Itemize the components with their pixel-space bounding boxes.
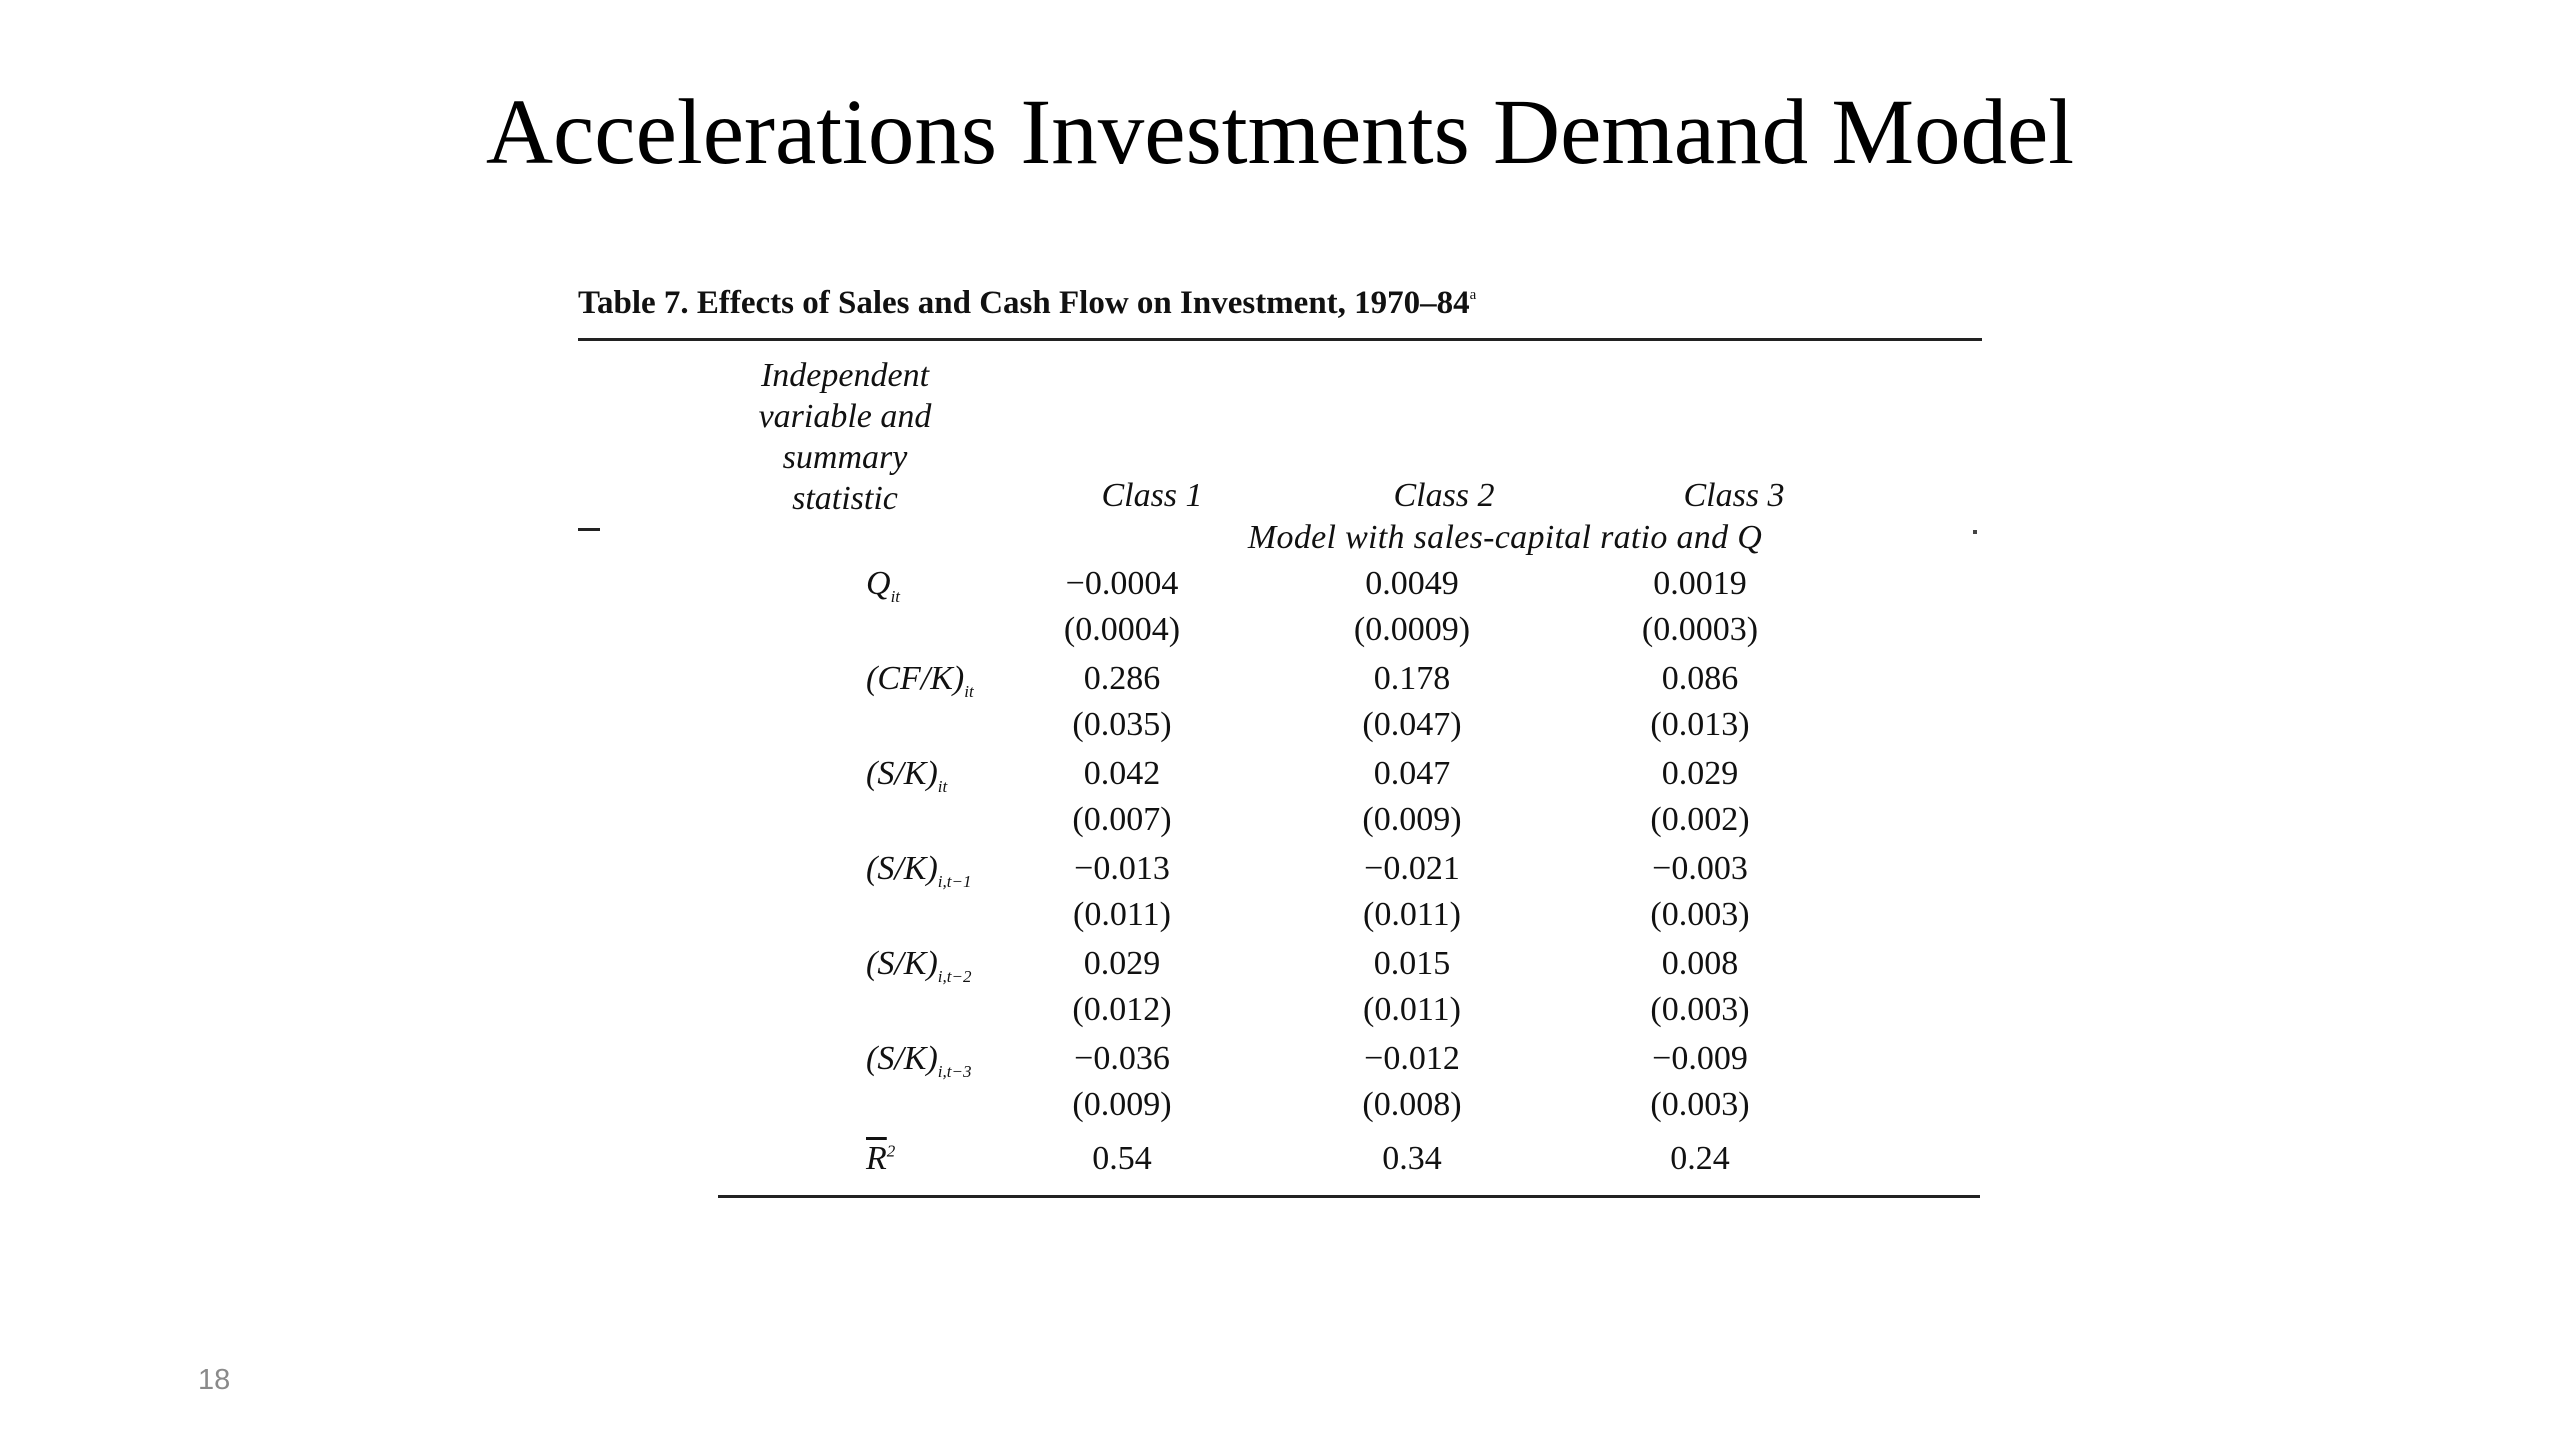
stub-header-line: Independent <box>760 357 930 394</box>
row-label-subscript: i,t−3 <box>937 1061 972 1081</box>
coefficient-cell: −0.021 <box>1364 850 1460 887</box>
std-error-cell: (0.003) <box>1650 991 1750 1028</box>
table-top-rule <box>578 338 1982 341</box>
coefficient-cell: −0.003 <box>1652 850 1748 887</box>
row-label <box>866 945 971 987</box>
row-label-symbol: (CF/K) <box>866 660 965 697</box>
coefficient-cell: 0.0019 <box>1653 565 1747 602</box>
std-error-cell: (0.011) <box>1363 896 1461 933</box>
std-error-cell: (0.011) <box>1073 896 1171 933</box>
summary-value-cell: 0.34 <box>1382 1140 1442 1177</box>
std-error-cell: (0.007) <box>1072 801 1172 838</box>
row-label-symbol: (S/K) <box>866 1040 938 1077</box>
row-label-symbol: Q <box>866 565 891 602</box>
coefficient-cell: 0.015 <box>1373 945 1451 982</box>
table-left-rule-mark <box>578 528 600 531</box>
row-label-symbol: (S/K) <box>866 755 938 792</box>
coefficient-cell: 0.042 <box>1083 755 1161 792</box>
model-subheader: Model with sales-capital ratio and Q <box>1247 519 1763 556</box>
row-label <box>866 1040 971 1082</box>
row-label <box>866 755 947 797</box>
stub-header-line: summary <box>782 439 908 476</box>
std-error-cell: (0.003) <box>1650 1086 1750 1123</box>
slide-title: Accelerations Investments Demand Model <box>485 81 2075 184</box>
std-error-cell: (0.0003) <box>1641 611 1759 648</box>
coefficient-cell: 0.0049 <box>1365 565 1459 602</box>
std-error-cell: (0.002) <box>1650 801 1750 838</box>
summary-value-cell: 0.24 <box>1670 1140 1730 1177</box>
summary-value-cell: 0.54 <box>1092 1140 1152 1177</box>
std-error-cell: (0.035) <box>1072 706 1172 743</box>
row-label <box>866 660 974 702</box>
row-label-symbol: (S/K) <box>866 850 938 887</box>
std-error-cell: (0.009) <box>1362 801 1462 838</box>
row-label-subscript: it <box>937 776 948 796</box>
summary-row-label <box>866 1140 895 1178</box>
row-label-subscript: it <box>890 586 901 606</box>
row-label-symbol: (S/K) <box>866 945 938 982</box>
std-error-cell: (0.013) <box>1650 706 1750 743</box>
coefficient-cell: −0.013 <box>1074 850 1170 887</box>
column-header-class-3: Class 3 <box>1683 477 1785 514</box>
coefficient-cell: −0.009 <box>1652 1040 1748 1077</box>
column-header-class-1: Class 1 <box>1101 477 1203 514</box>
coefficient-cell: 0.029 <box>1661 755 1739 792</box>
stub-header-line: variable and <box>758 398 932 435</box>
r-squared-exponent: 2 <box>886 1141 896 1161</box>
row-label <box>866 850 971 892</box>
table-bottom-rule <box>718 1195 1980 1198</box>
coefficient-cell: 0.029 <box>1083 945 1161 982</box>
row-label-subscript: i,t−2 <box>937 966 972 986</box>
std-error-cell: (0.047) <box>1362 706 1462 743</box>
table-caption <box>578 285 1476 322</box>
coefficient-cell: 0.178 <box>1373 660 1451 697</box>
column-header-class-2: Class 2 <box>1393 477 1495 514</box>
std-error-cell: (0.011) <box>1363 991 1461 1028</box>
row-label-subscript: i,t−1 <box>937 871 972 891</box>
std-error-cell: (0.009) <box>1072 1086 1172 1123</box>
row-label <box>866 565 900 607</box>
row-label-subscript: it <box>964 681 974 701</box>
std-error-cell: (0.003) <box>1650 896 1750 933</box>
std-error-cell: (0.0009) <box>1353 611 1471 648</box>
coefficient-cell: 0.047 <box>1373 755 1451 792</box>
coefficient-cell: 0.286 <box>1083 660 1161 697</box>
slide-number: 18 <box>198 1364 231 1396</box>
coefficient-cell: −0.036 <box>1074 1040 1170 1077</box>
table-right-rule-mark <box>1973 530 1977 534</box>
std-error-cell: (0.0004) <box>1063 611 1181 648</box>
coefficient-cell: −0.012 <box>1364 1040 1460 1077</box>
coefficient-cell: 0.086 <box>1661 660 1739 697</box>
stub-header-line: statistic <box>792 480 898 517</box>
caption-footnote-mark: a <box>1469 287 1477 303</box>
std-error-cell: (0.008) <box>1362 1086 1462 1123</box>
table-caption-text: Table 7. Effects of Sales and Cash Flow on Investment, 1970–84 <box>578 285 1470 321</box>
coefficient-cell: 0.008 <box>1661 945 1739 982</box>
std-error-cell: (0.012) <box>1072 991 1172 1028</box>
coefficient-cell: −0.0004 <box>1065 565 1179 602</box>
r-squared-symbol: $\overline{R}$ <box>866 1140 887 1177</box>
stub-header <box>700 355 990 519</box>
